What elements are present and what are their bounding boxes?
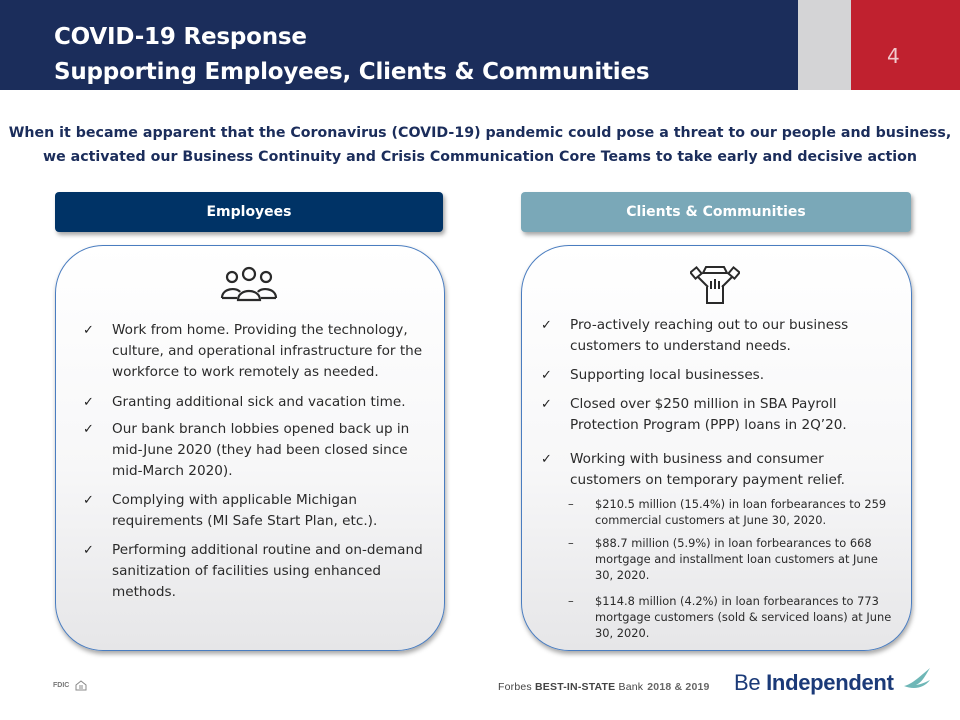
people-group-icon: [218, 264, 280, 304]
clients-heading: Clients & Communities: [521, 192, 911, 232]
employees-heading: Employees: [55, 192, 443, 232]
checkmark-icon: ✓: [83, 395, 94, 410]
checkmark-icon: ✓: [541, 368, 552, 383]
checkmark-icon: ✓: [83, 422, 94, 437]
brand-logo: Be Independent: [734, 670, 894, 695]
intro-line-1: When it became apparent that the Coronavirus (COVID-19) pandemic could pose a threat to our people and business,: [8, 125, 952, 141]
fdic-logo: FDIC: [53, 682, 70, 689]
intro-line-2: we activated our Business Continuity and Crisis Communication Core Teams to take early and decisive action: [42, 149, 918, 165]
checkmark-icon: ✓: [83, 323, 94, 338]
checkmark-icon: ✓: [541, 452, 552, 467]
checkmark-icon: ✓: [541, 318, 552, 333]
slide-subtitle: Supporting Employees, Clients & Communities: [54, 59, 650, 85]
checkmark-icon: ✓: [83, 543, 94, 558]
title-bar-accent-red: [851, 0, 960, 90]
checkmark-icon: ✓: [541, 397, 552, 412]
bird-logo-icon: [902, 666, 932, 692]
equal-housing-icon: [75, 680, 87, 691]
intro-text: [0, 121, 960, 169]
slide-title: COVID-19 Response: [54, 24, 307, 50]
forbes-award: Forbes BEST-IN-STATE Bank 2018 & 2019: [498, 681, 710, 693]
joined-hands-icon: [690, 261, 740, 307]
title-bar-accent-gray: [798, 0, 851, 90]
checkmark-icon: ✓: [83, 493, 94, 508]
page-number: 4: [887, 44, 900, 68]
